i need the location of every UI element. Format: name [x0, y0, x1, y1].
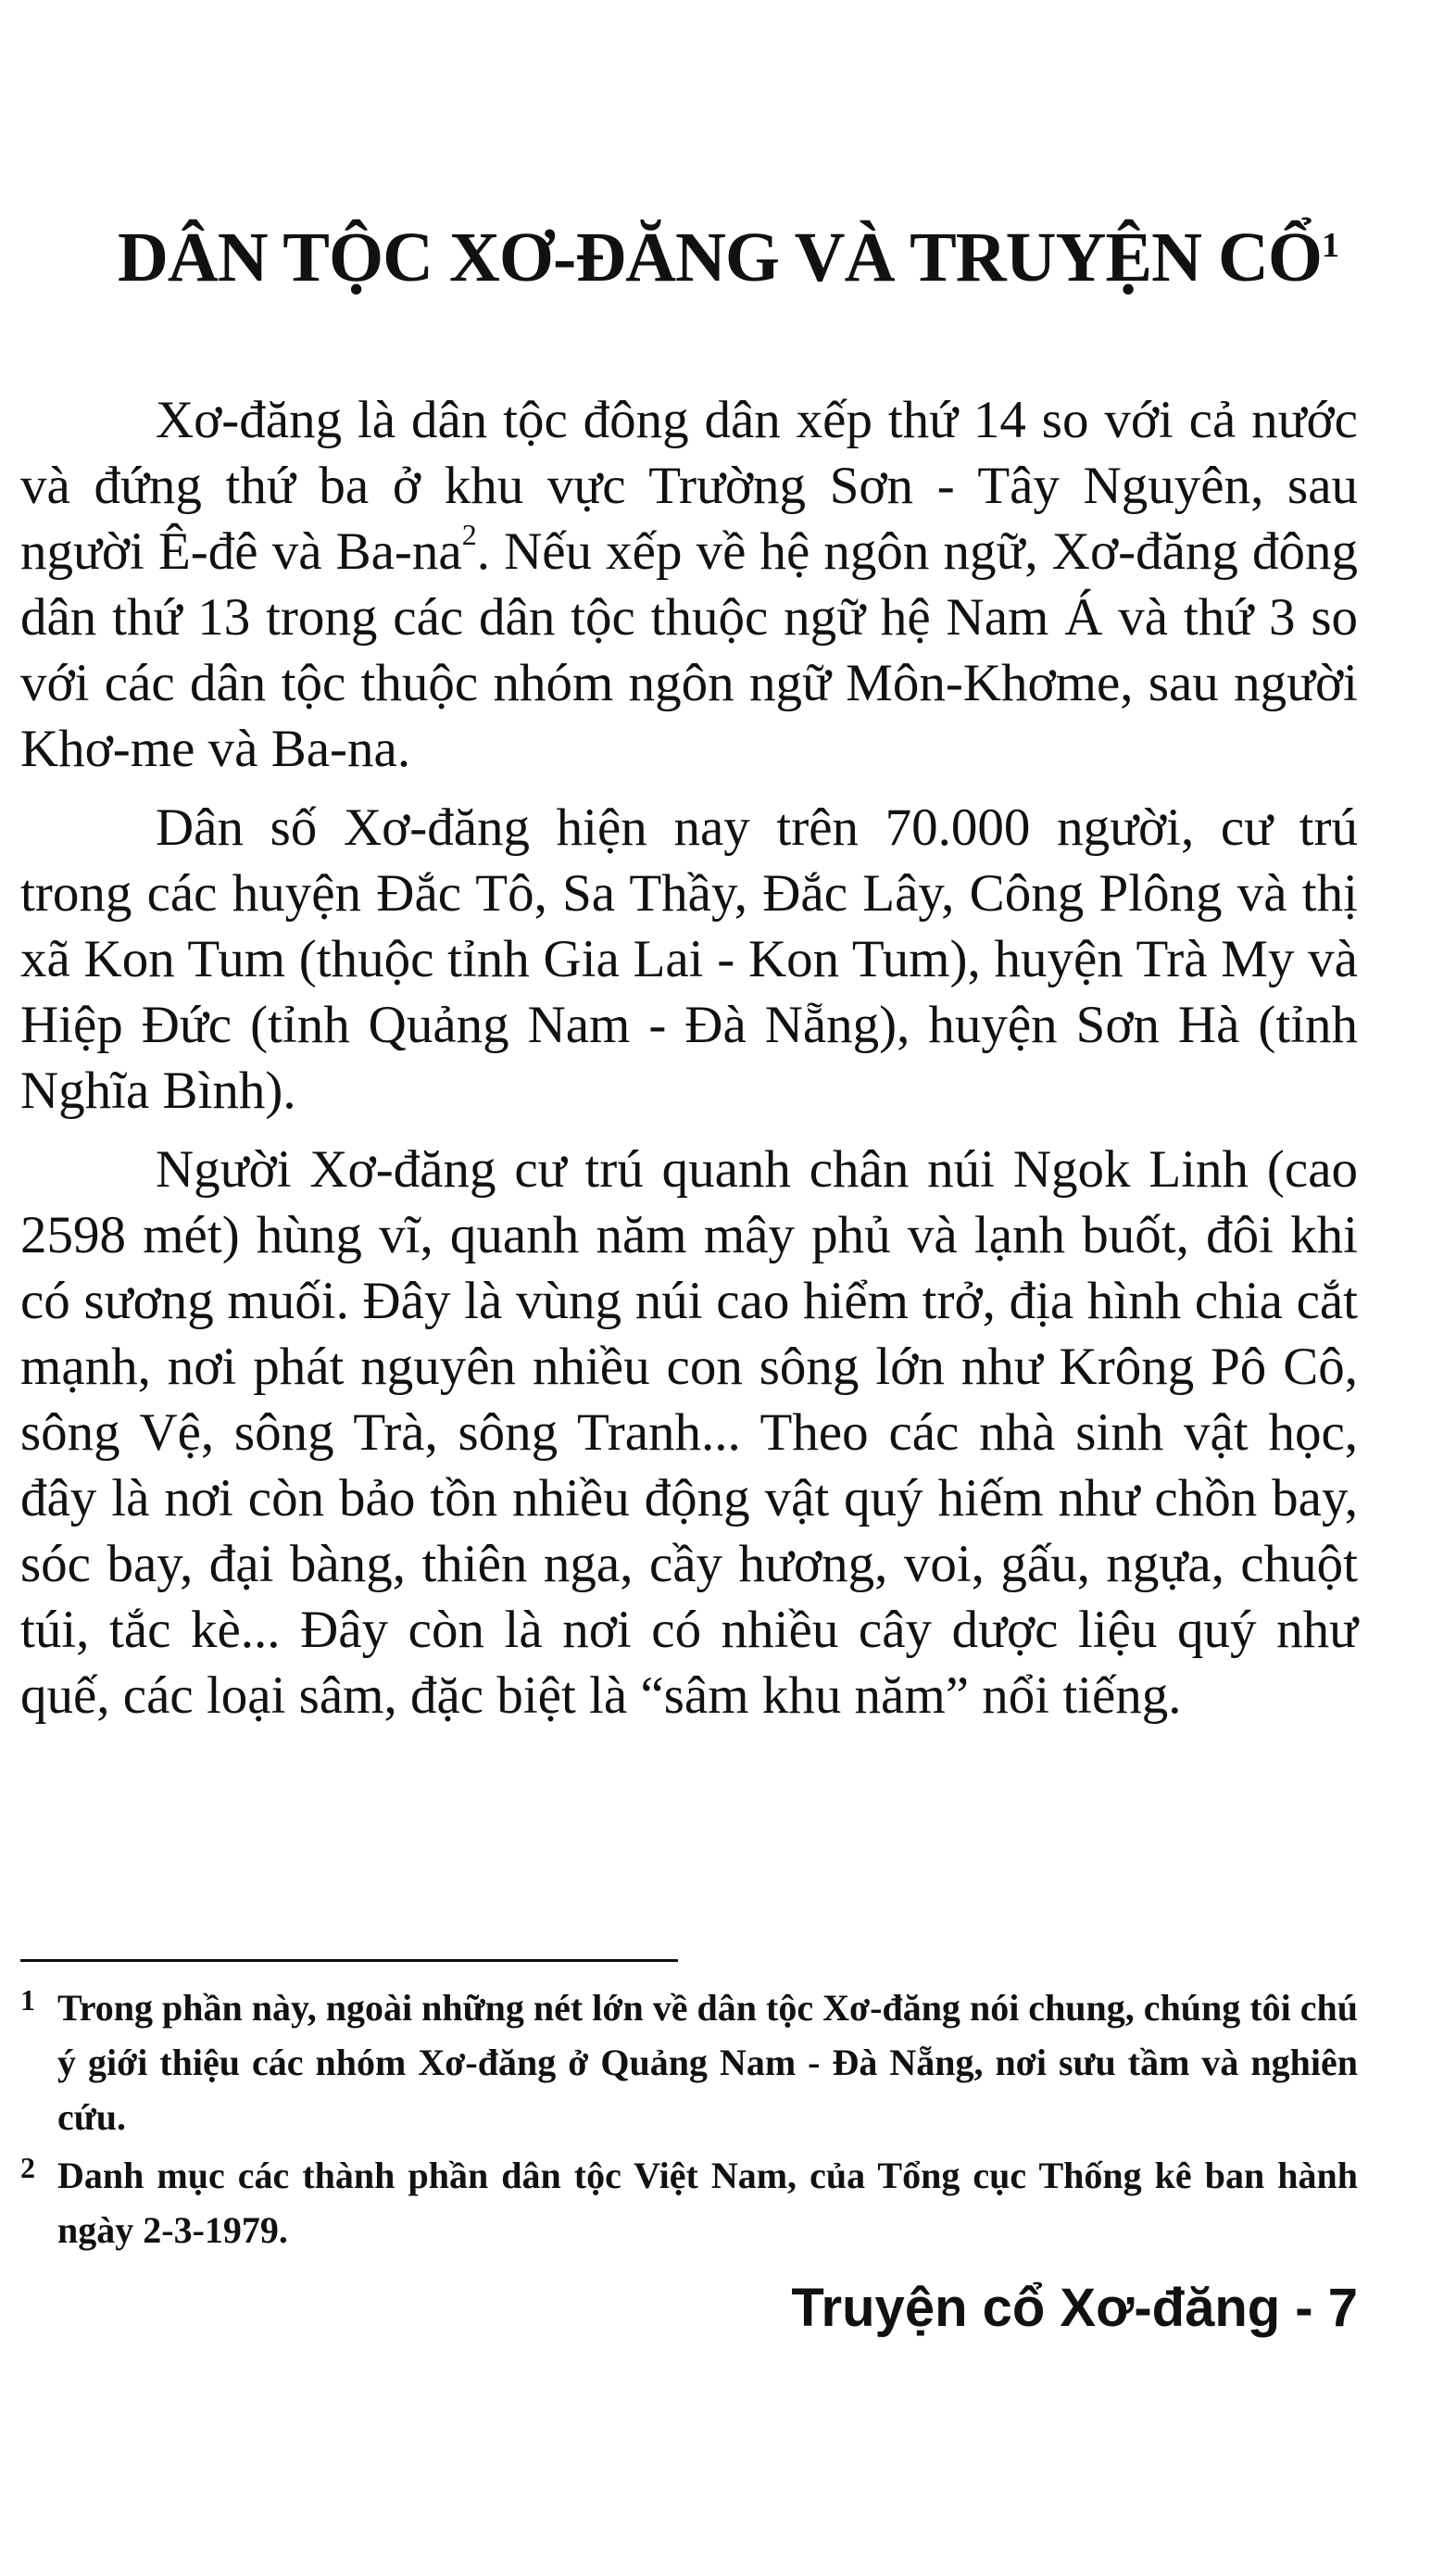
paragraph-1-footnote-ref: 2: [461, 518, 477, 551]
footnote-2: [20, 2148, 1358, 2257]
footnote-divider: [20, 1959, 678, 1962]
body-text: [20, 387, 1358, 1741]
paragraph-1-text-after: . Nếu xếp về hệ ngôn ngữ, Xơ-đăng đông dân thứ 13 trong các dân tộc thuộc ngữ hệ Nam Á và thứ 3 so với các dân tộc thuộc nhóm ngôn ngữ Môn-Khơme, sau người Khơ-me và Ba-na.: [20, 522, 1358, 778]
footnote-1-mark: 1: [20, 1983, 35, 2017]
footnote-1: [20, 1980, 1358, 2144]
footnotes: [20, 1980, 1358, 2261]
title-footnote-ref: 1: [1322, 226, 1338, 265]
footnote-2-mark: 2: [20, 2151, 35, 2184]
paragraph-1: [20, 387, 1358, 782]
paragraph-2: Dân số Xơ-đăng hiện nay trên 70.000 người, cư trú trong các huyện Đắc Tô, Sa Thầy, Đắc Lây, Công Plông và thị xã Kon Tum (thuộc tỉnh Gia Lai - Kon Tum), huyện Trà My và Hiệp Đức (tỉnh Quảng Nam - Đà Nẵng), huyện Sơn Hà (tỉnh Nghĩa Bình).: [20, 798, 1358, 1120]
running-footer: Truyện cổ Xơ-đăng - 7: [791, 2278, 1358, 2338]
paragraph-3: Người Xơ-đăng cư trú quanh chân núi Ngok Linh (cao 2598 mét) hùng vĩ, quanh năm mây phủ và lạnh buốt, đôi khi có sương muối. Đây là vùng núi cao hiểm trở, địa hình chia cắt mạnh, nơi phát nguyên nhiều con sông lớn như Krông Pô Cô, sông Vệ, sông Trà, sông Tranh... Theo các nhà sinh vật học, đây là nơi còn bảo tồn nhiều động vật quý hiếm như chồn bay, sóc bay, đại bàng, thiên nga, cầy hương, voi, gấu, ngựa, chuột túi, tắc kè... Đây còn là nơi có nhiều cây dược liệu quý như quế, các loại sâm, đặc biệt là “sâm khu năm” nổi tiếng.: [20, 1140, 1358, 1725]
page-title: [0, 211, 1456, 304]
footnote-1-text: Trong phần này, ngoài những nét lớn về dân tộc Xơ-đăng nói chung, chúng tôi chú ý giới thiệu các nhóm Xơ-đăng ở Quảng Nam - Đà Nẵng, nơi sưu tầm và nghiên cứu.: [57, 1987, 1358, 2138]
page-title-text: DÂN TỘC XƠ-ĐĂNG VÀ TRUYỆN CỔ: [118, 219, 1322, 296]
paragraph-1-text-before: Xơ-đăng là dân tộc đông dân xếp thứ 14 so với cả nước và đứng thứ ba ở khu vực Trường Sơn - Tây Nguyên, sau người Ê-đê và Ba-na: [20, 391, 1358, 581]
footnote-2-text: Danh mục các thành phần dân tộc Việt Nam, của Tổng cục Thống kê ban hành ngày 2-3-1979.: [57, 2155, 1358, 2251]
